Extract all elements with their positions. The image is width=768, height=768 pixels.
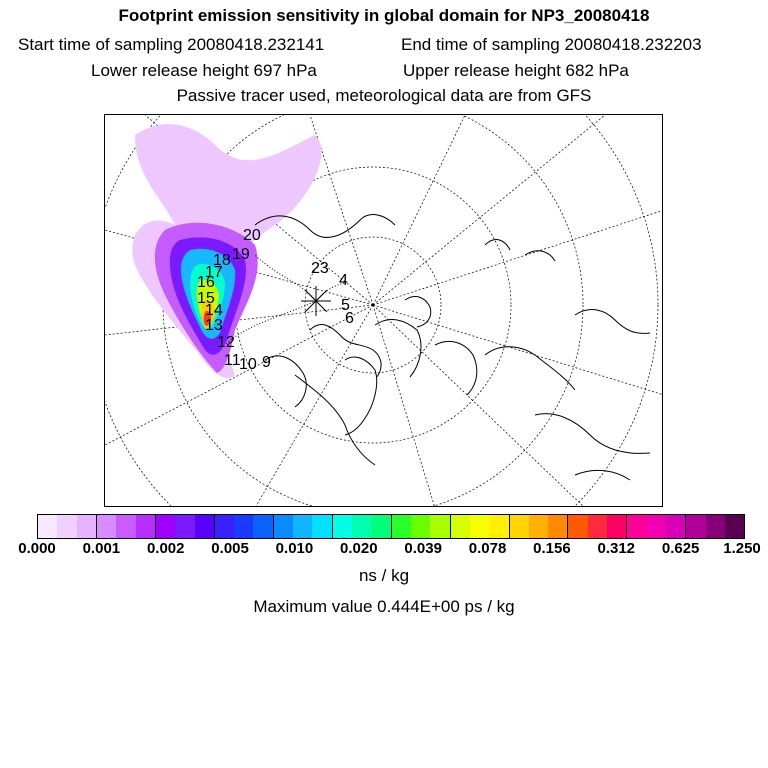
colorbar-tick-label: 0.625 (661, 540, 700, 557)
colorbar-tick-label: 0.039 (404, 540, 442, 557)
coastlines (255, 215, 650, 480)
map-canvas (105, 115, 663, 507)
colorbar-cell (686, 515, 705, 538)
colorbar-tick-label: 0.020 (340, 540, 378, 557)
colorbar-cell (529, 515, 548, 538)
colorbar-cell (175, 515, 194, 538)
colorbar-cell (253, 515, 273, 538)
polar-map (104, 114, 663, 507)
colorbar-tick-label: 0.000 (18, 540, 56, 557)
colorbar-tick-label: 0.001 (82, 540, 121, 557)
colorbar-cell (548, 515, 568, 538)
colorbar-cell (352, 515, 371, 538)
colorbar-tick-label: 0.312 (597, 540, 636, 557)
colorbar-cell (293, 515, 312, 538)
colorbar-cell (195, 515, 215, 538)
colorbar-cell (588, 515, 607, 538)
colorbar-tick-label: 0.010 (275, 540, 314, 557)
traj-label: 9 (262, 354, 271, 371)
colorbar-cell (156, 515, 175, 538)
traj-label: 16 (197, 274, 215, 291)
traj-label: 19 (232, 246, 250, 263)
colorbar-cell (607, 515, 627, 538)
end-time-label: End time of sampling 20080418.232203 (401, 35, 702, 54)
colorbar-cell (470, 515, 489, 538)
colorbar-cell (97, 515, 116, 538)
tracer-note: Passive tracer used, meteorological data are from GFS (176, 86, 592, 105)
colorbar-cell (510, 515, 529, 538)
max-value-label: Maximum value 0.444E+00 ps / kg (253, 597, 515, 616)
colorbar-cell (136, 515, 156, 538)
colorbar-cell (489, 515, 509, 538)
start-time-label: Start time of sampling 20080418.232141 (18, 35, 325, 54)
colorbar-tick-label: 0.005 (211, 540, 249, 557)
colorbar-cell (392, 515, 411, 538)
colorbar-cell (234, 515, 253, 538)
colorbar-cell (312, 515, 332, 538)
colorbar-cell (371, 515, 391, 538)
traj-label: 23 (311, 260, 329, 277)
traj-label: 10 (239, 356, 257, 373)
traj-label: 15 (197, 290, 215, 307)
traj-label: 17 (205, 264, 223, 281)
colorbar-tick-label: 1.250 (723, 540, 761, 557)
colorbar-cell (411, 515, 430, 538)
traj-label: 13 (205, 317, 223, 334)
colorbar-cell (627, 515, 646, 538)
colorbar-cell (116, 515, 135, 538)
colorbar-cell (451, 515, 470, 538)
colorbar-cell (666, 515, 686, 538)
colorbar-cell (725, 515, 744, 538)
colorbar-cell (706, 515, 725, 538)
colorbar-tick-label: 0.156 (533, 540, 571, 557)
colorbar-cell (568, 515, 587, 538)
colorbar-tick-label: 0.078 (468, 540, 507, 557)
traj-label: 11 (224, 352, 241, 369)
traj-label: 6 (345, 310, 354, 327)
colorbar-cell (430, 515, 450, 538)
colorbar-cell (77, 515, 97, 538)
colorbar-cell (274, 515, 293, 538)
colorbar-ticks (0, 540, 768, 560)
lower-release-label: Lower release height 697 hPa (91, 61, 317, 80)
colorbar-tick-label: 0.002 (146, 540, 185, 557)
upper-release-label: Upper release height 682 hPa (403, 61, 629, 80)
traj-label: 5 (341, 297, 350, 314)
colorbar-cell (333, 515, 352, 538)
traj-label: 20 (243, 227, 261, 244)
colorbar-cell (57, 515, 76, 538)
colorbar-cell (38, 515, 57, 538)
traj-label: 4 (339, 272, 348, 289)
colorbar-unit: ns / kg (358, 566, 410, 585)
colorbar-cell (215, 515, 234, 538)
traj-label: 14 (205, 302, 223, 319)
map-title: Footprint emission sensitivity in global domain for NP3_20080418 (118, 6, 650, 25)
colorbar-cell (647, 515, 666, 538)
colorbar (37, 514, 745, 539)
traj-label: 12 (217, 334, 235, 351)
traj-label: 18 (213, 252, 231, 269)
